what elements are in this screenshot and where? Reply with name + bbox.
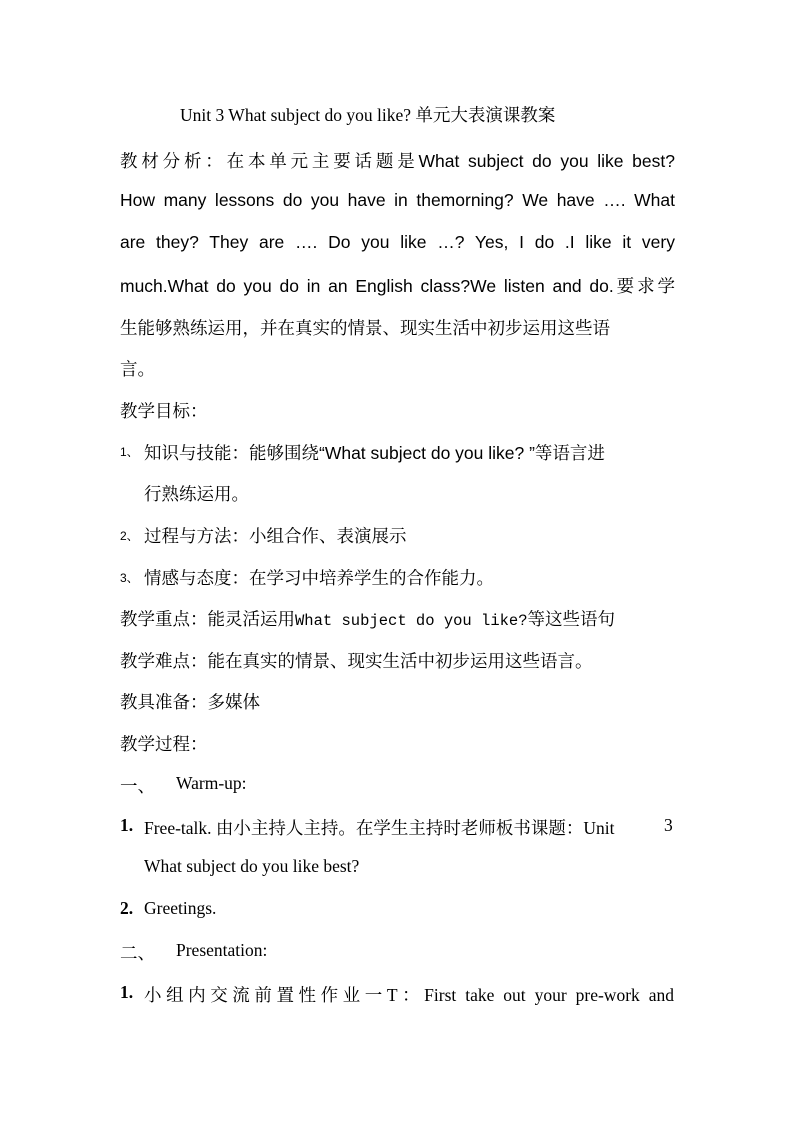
objective-3-number: 3、 [120,571,139,585]
section-1-title: Warm-up: [176,773,247,793]
section-2-item-1-number: 1. [120,982,134,1002]
analysis-line-2: How many lessons do you have in themorning? We have …. What [120,190,675,210]
objective-1-continuation: 行熟练运用。 [144,484,249,504]
section-1-item-1-continuation: What subject do you like best? [144,856,360,876]
analysis-line-1: 教材分析：在本单元主要话题是What subject do you like best? [120,151,675,171]
section-2-title: Presentation: [176,940,268,960]
materials: 教具准备：多媒体 [120,692,260,712]
key-points-code: What subject do you like? [295,612,528,630]
section-1-item-1-text: Free-talk. 由小主持人主持。在学生主持时老师板书课题：Unit [144,818,615,838]
section-2-number: 二、 [120,943,155,963]
key-points-prefix: 教学重点：能灵活运用 [120,609,295,629]
objectives-heading: 教学目标： [120,401,208,421]
key-points [120,606,615,631]
objective-2-number: 2、 [120,529,139,543]
difficulty: 教学难点：能在真实的情景、现实生活中初步运用这些语言。 [120,651,593,671]
objective-2-text: 过程与方法：小组合作、表演展示 [144,526,407,546]
objective-3-text: 情感与态度：在学习中培养学生的合作能力。 [144,568,494,588]
objective-1-number: 1、 [120,445,139,459]
analysis-line-5: 生能够熟练运用，并在真实的情景、现实生活中初步运用这些语 [120,318,610,338]
analysis-line-6: 言。 [120,359,155,379]
section-1-item-1-tail: 3 [664,815,673,835]
objective-1-text: 知识与技能：能够围绕“What subject do you like? ”等语言进 [144,443,605,463]
section-1-item-1-number: 1. [120,815,134,835]
document-title: Unit 3 What subject do you like? 单元大表演课教案 [180,105,556,125]
key-points-suffix: 等这些语句 [527,609,616,629]
process-heading: 教学过程： [120,734,208,754]
section-1-number: 一、 [120,776,155,796]
analysis-line-3: are they? They are …. Do you like …? Yes, I do .I like it very [120,232,675,252]
section-1-item-2-number: 2. [120,898,134,918]
section-2-item-1-text: 小组内交流前置性作业一T：First take out your pre-work and [144,985,674,1005]
analysis-line-4: much.What do you do in an English class?We listen and do.要求学 [120,276,675,296]
section-1-item-2-text: Greetings. [144,898,217,918]
